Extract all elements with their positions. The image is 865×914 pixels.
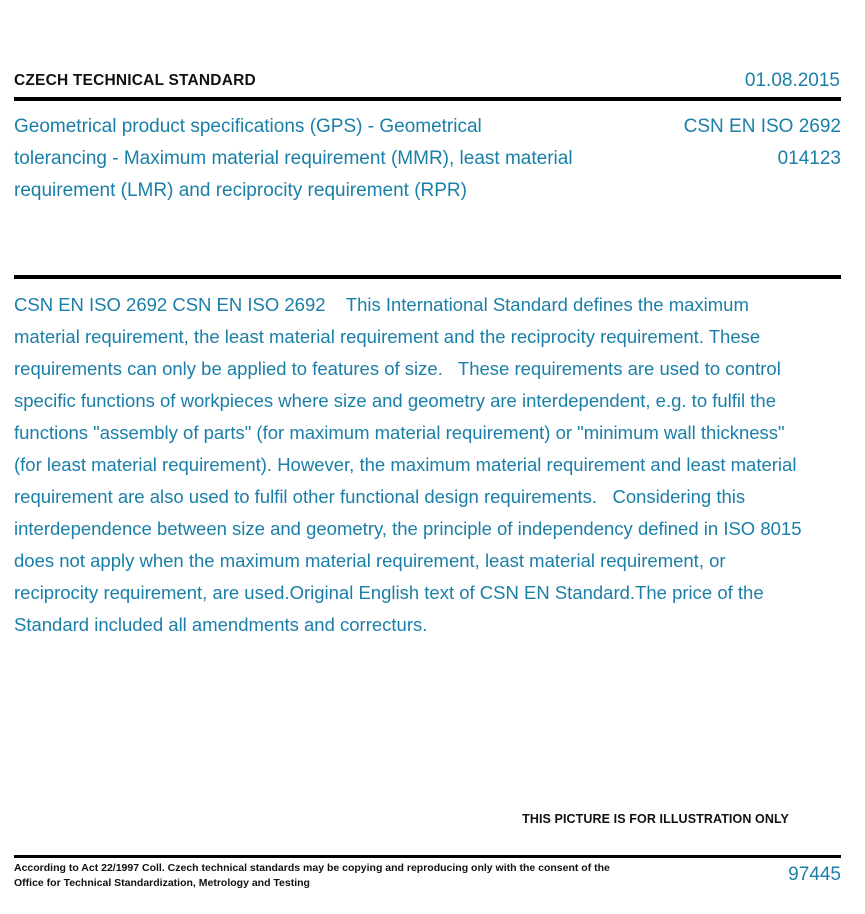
standard-identifiers (581, 111, 841, 175)
header-divider-rule (14, 97, 841, 101)
document-footer (14, 861, 841, 891)
publication-date: 01.08.2015 (744, 70, 840, 91)
standard-designation: CSN EN ISO 2692 (683, 116, 841, 137)
standard-abstract: CSN EN ISO 2692 CSN EN ISO 2692 This International Standard defines the maximum material requirement, the least material requirement and the reciprocity requirement. These requirements can only be applied to features of size. These requirements are used to control specific functions of workpieces where size and geometry are interdependent, e.g. to fulfil the functions "assembly of parts" (for maximum material requirement) or "minimum wall thickness" (for least material requirement). However, the maximum material requirement and least material requirement are also used to fulfil other functional design requirements. Considering this interdependence between size and geometry, the principle of independency defined in ISO 8015 does not apply when the maximum material requirement, least material requirement, or reciprocity requirement, are used.Original English text of CSN EN Standard.The price of the Standard included all amendments and correcturs. (14, 294, 807, 635)
illustration-disclaimer: THIS PICTURE IS FOR ILLUSTRATION ONLY (522, 812, 789, 826)
standard-kind-label: CZECH TECHNICAL STANDARD (14, 72, 256, 89)
standard-classification-code: 014123 (777, 148, 841, 169)
document-header (14, 68, 840, 90)
copyright-note: According to Act 22/1997 Coll. Czech technical standards may be copying and reproducing only with the consent of the Office for Technical Standardization, Metrology and Testing (14, 862, 610, 889)
footer-divider-rule (14, 855, 841, 858)
title-divider-rule (14, 275, 841, 279)
catalogue-number: 97445 (788, 864, 841, 885)
standard-title: Geometrical product specifications (GPS) - Geometrical tolerancing - Maximum material requirement (MMR), least material requirement (LMR) and reciprocity requirement (RPR) (14, 116, 573, 201)
